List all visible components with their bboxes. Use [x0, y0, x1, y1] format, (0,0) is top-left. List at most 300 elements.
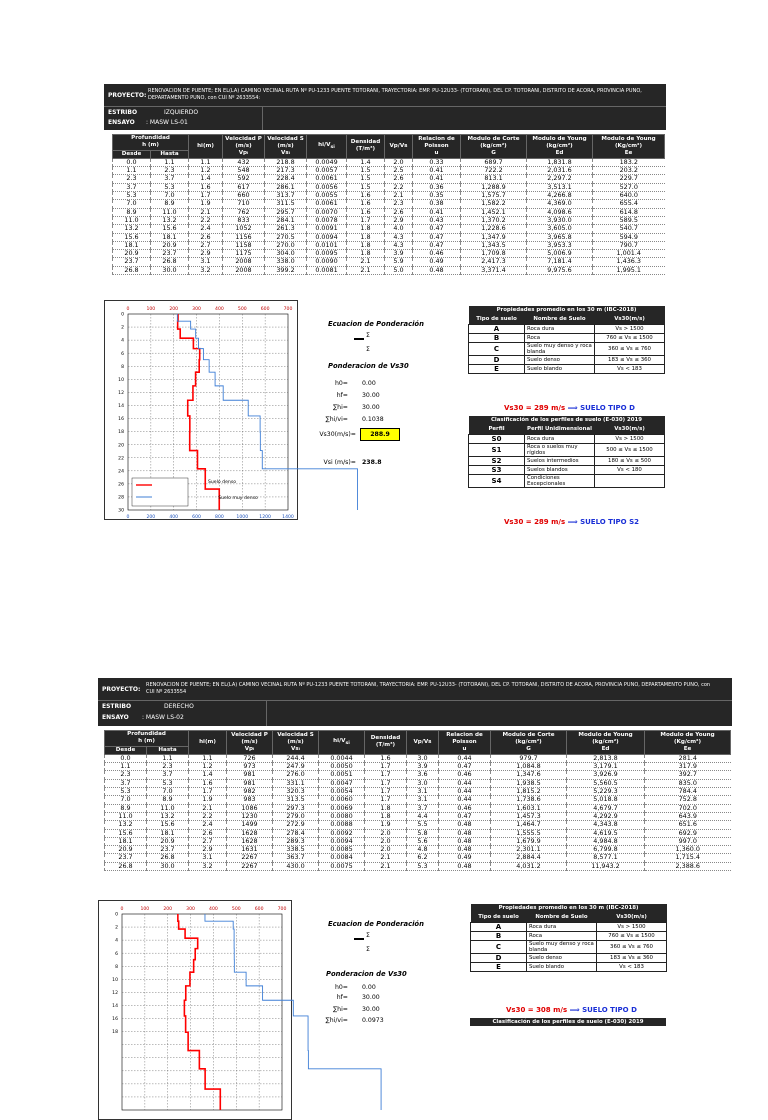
table-cell: 0.0075: [319, 862, 365, 870]
table-row: [113, 241, 665, 249]
table-cell: 2.7: [189, 241, 223, 249]
header-ls02: [98, 678, 732, 726]
table-cell: 762: [223, 208, 265, 216]
y-tick-label: 6: [115, 951, 118, 957]
top-tick-label: 700: [283, 307, 293, 312]
table-cell: 5.3: [105, 788, 147, 796]
ibc-row: [471, 941, 667, 954]
proyecto-label: PROYECTO:: [108, 92, 147, 99]
table-cell: 0.48: [439, 862, 491, 870]
table-cell: 0.48: [413, 266, 461, 274]
estribo-label: ESTRIBO: [108, 109, 138, 116]
table-cell: 8.9: [113, 208, 151, 216]
table-cell: 2.0: [365, 846, 407, 854]
table-cell: 20.9: [147, 837, 189, 845]
table-cell: 1.8: [347, 241, 385, 249]
table-cell: 3.7: [407, 804, 439, 812]
table-cell: 0.0057: [307, 167, 347, 175]
y-tick-label: 28: [118, 495, 124, 501]
table-cell: 1.6: [365, 754, 407, 762]
table-cell: 2267: [227, 854, 273, 862]
ibc-row: [469, 325, 665, 334]
table-cell: 0.0: [113, 158, 151, 166]
bottom-tick-label: 800: [215, 515, 224, 520]
table-cell: 4.3: [385, 241, 413, 249]
table-cell: 11.0: [147, 804, 189, 812]
ibc-h2: Nombre de Suelo: [527, 913, 597, 923]
table-cell: 244.4: [273, 754, 319, 762]
table-cell: 1,938.5: [491, 779, 567, 787]
table-cell: 4,369.0: [527, 200, 593, 208]
table-cell: 2,297.2: [527, 175, 593, 183]
table-cell: 1.9: [189, 796, 227, 804]
table-cell: 4,984.8: [567, 837, 645, 845]
table-cell: 4,619.5: [567, 829, 645, 837]
table-cell: 4,292.9: [567, 812, 645, 820]
table-cell: 0.0092: [319, 829, 365, 837]
table-cell: 0.0085: [319, 846, 365, 854]
table-cell: 1052: [223, 225, 265, 233]
table-row: [113, 233, 665, 241]
table-cell: 1.5: [347, 167, 385, 175]
table-cell: 203.2: [593, 167, 665, 175]
table-cell: 2.9: [189, 250, 223, 258]
ibc-cell: Vs > 1500: [597, 923, 667, 932]
table-cell: 20.9: [113, 250, 151, 258]
velocity-chart-ls01: [104, 300, 298, 520]
table-cell: 722.2: [461, 167, 527, 175]
col-vpvs: Vp/Vs: [385, 135, 413, 159]
e030-cell: Vs < 180: [595, 466, 665, 475]
col-vp: Velocidad P (m/s) Vpᵢ: [223, 135, 265, 159]
table-cell: 1,679.9: [491, 837, 567, 845]
table-cell: 2,884.4: [491, 854, 567, 862]
table-cell: 4.3: [385, 233, 413, 241]
col-corte: Modulo de Corte (kg/cm²) G: [491, 731, 567, 755]
table-cell: 833: [223, 216, 265, 224]
ibc-cell: E: [469, 365, 525, 374]
ibc-cell: 183 ≤ Vs ≤ 360: [597, 954, 667, 963]
ensayo-value: : MASW LS-01: [146, 119, 188, 126]
table-cell: 0.0069: [319, 804, 365, 812]
table-cell: 338.0: [265, 258, 307, 266]
table-cell: 4.4: [407, 812, 439, 820]
table-cell: 0.44: [439, 796, 491, 804]
ibc-row: [469, 365, 665, 374]
table-cell: 3.2: [189, 862, 227, 870]
sum-hi-label: ∑hi=: [333, 1006, 348, 1013]
table-cell: 7.0: [105, 796, 147, 804]
table-cell: 784.4: [645, 788, 731, 796]
table-cell: 2.0: [365, 837, 407, 845]
table-cell: 2.1: [189, 208, 223, 216]
arrow-right-icon: ⟹: [567, 404, 581, 412]
sigma-numerator: Σ: [366, 332, 370, 339]
ibc-cell: Roca dura: [525, 325, 595, 334]
table-cell: 589.5: [593, 216, 665, 224]
table-row: [113, 192, 665, 200]
col-vp: Velocidad P (m/s) Vpᵢ: [227, 731, 273, 755]
estribo-value: DERECHO: [164, 703, 194, 710]
table-cell: 2,417.3: [461, 258, 527, 266]
table-cell: 0.46: [413, 250, 461, 258]
table-cell: 1.8: [347, 233, 385, 241]
y-tick-label: 12: [118, 391, 124, 396]
table-cell: 0.47: [413, 233, 461, 241]
velocity-chart-ls02: [98, 900, 292, 1036]
table-cell: 1628: [227, 829, 273, 837]
col-hivs: $hi/V_{si}$: [319, 731, 365, 755]
table-cell: 0.48: [439, 846, 491, 854]
table-cell: 13.2: [151, 216, 189, 224]
table-cell: 5.3: [407, 862, 439, 870]
table-cell: 1.1: [189, 754, 227, 762]
e030-cell: Condiciones Excepcionales: [525, 475, 595, 488]
table-cell: 1.2: [189, 167, 223, 175]
table-cell: 1,709.8: [461, 250, 527, 258]
table-cell: 5.9: [385, 258, 413, 266]
table-cell: 0.0095: [307, 250, 347, 258]
ibc-result-ls02: Vs30 = 308 m/s ⟹ SUELO TIPO D: [506, 1006, 637, 1014]
y-tick-label: 2: [115, 925, 118, 931]
ibc-cell: 360 ≤ Vs ≤ 760: [597, 941, 667, 954]
ibc-result-ls01: Vs30 = 289 m/s ⟹ SUELO TIPO D: [504, 404, 635, 412]
sum-hivi-value: 0.0973: [362, 1017, 384, 1024]
ibc-title: Propiedades promedio en los 30 m (IBC-2018): [469, 306, 665, 315]
top-tick-label: 600: [260, 307, 270, 312]
table-cell: 2.4: [189, 821, 227, 829]
table-cell: 7.0: [151, 192, 189, 200]
table-cell: 3.9: [385, 250, 413, 258]
sigma-denominator: Σ: [366, 346, 370, 353]
table-cell: 228.4: [265, 175, 307, 183]
table-cell: 2.3: [151, 167, 189, 175]
ibc-row: [471, 923, 667, 932]
table-cell: 6,799.8: [567, 846, 645, 854]
table-cell: 3.7: [105, 779, 147, 787]
table-cell: 835.0: [645, 779, 731, 787]
bottom-tick-label: 400: [169, 515, 179, 520]
table-cell: 13.2: [105, 821, 147, 829]
table-cell: 2.7: [189, 837, 227, 845]
table-cell: 4.0: [385, 225, 413, 233]
table-cell: 1,436.3: [593, 258, 665, 266]
table-cell: 3.1: [407, 788, 439, 796]
table-cell: 692.9: [645, 829, 731, 837]
e030-cell: Suelos blandos: [525, 466, 595, 475]
table-cell: 217.3: [265, 167, 307, 175]
table-cell: 0.0084: [319, 854, 365, 862]
table-row: [113, 200, 665, 208]
table-cell: 3,179.1: [567, 763, 645, 771]
y-tick-label: 6: [121, 351, 124, 357]
table-cell: 0.41: [413, 208, 461, 216]
table-cell: 4,679.7: [567, 804, 645, 812]
ibc-cell: 760 ≤ Vs ≤ 1500: [597, 932, 667, 941]
table-cell: 1.1: [105, 763, 147, 771]
col-corte: Modulo de Corte (kg/cm²) G: [461, 135, 527, 159]
col-poisson: Relacion de Poisson u: [439, 731, 491, 755]
col-hasta: Hasta: [151, 150, 189, 158]
ibc-cell: Suelo blando: [525, 365, 595, 374]
table-cell: 2.2: [189, 812, 227, 820]
table-row: [113, 158, 665, 166]
table-cell: 432: [223, 158, 265, 166]
top-tick-label: 100: [146, 307, 156, 312]
table-cell: 317.9: [645, 763, 731, 771]
table-cell: 2.4: [189, 225, 223, 233]
e030-row: [469, 435, 665, 444]
ibc-cell: D: [471, 954, 527, 963]
table-cell: 5.5: [407, 821, 439, 829]
estribo-value: IZQUIERDO: [164, 109, 199, 116]
table-cell: 0.47: [439, 812, 491, 820]
y-tick-label: 14: [118, 404, 124, 410]
table-cell: 3.9: [407, 763, 439, 771]
table-cell: 18.1: [113, 241, 151, 249]
col-densidad: Densidad (T/m³): [365, 731, 407, 755]
table-cell: 13.2: [113, 225, 151, 233]
h0-value: 0.00: [362, 984, 376, 991]
table-cell: 5.0: [385, 266, 413, 274]
e030-cell: Suelos intermedios: [525, 457, 595, 466]
table-cell: 2.0: [385, 158, 413, 166]
ibc-cell: B: [469, 334, 525, 343]
table-cell: 18.1: [105, 837, 147, 845]
table-cell: 1.7: [189, 192, 223, 200]
bottom-tick-label: 200: [146, 515, 156, 520]
table-cell: 2,388.6: [645, 862, 731, 870]
table-cell: 1.6: [347, 208, 385, 216]
table-cell: 30.0: [147, 862, 189, 870]
ibc-table-ls02: [470, 904, 667, 972]
table-cell: 1628: [227, 837, 273, 845]
ibc-cell: B: [471, 932, 527, 941]
ibc-cell: Vs < 183: [597, 963, 667, 972]
e030-cell: Roca o suelos muy rígidos: [525, 444, 595, 457]
y-tick-label: 14: [112, 1004, 118, 1010]
table-cell: 3.7: [147, 771, 189, 779]
table-cell: 278.4: [273, 829, 319, 837]
table-cell: 2.6: [385, 208, 413, 216]
table-cell: 0.33: [413, 158, 461, 166]
ibc-cell: Vs < 183: [595, 365, 665, 374]
estribo-label: ESTRIBO: [102, 703, 132, 710]
table-cell: 2.3: [385, 200, 413, 208]
top-tick-label: 400: [209, 907, 218, 912]
table-row: [113, 258, 665, 266]
table-cell: 0.36: [413, 183, 461, 191]
top-tick-label: 700: [277, 907, 287, 912]
ibc-cell: 183 ≤ Vs ≤ 360: [595, 356, 665, 365]
ibc-cell: A: [471, 923, 527, 932]
y-tick-label: 30: [118, 508, 124, 514]
top-tick-label: 500: [231, 907, 241, 912]
table-cell: 0.0: [105, 754, 147, 762]
e030-row: [469, 466, 665, 475]
table-cell: 2.6: [385, 175, 413, 183]
table-cell: 1,343.5: [461, 241, 527, 249]
table-cell: 0.47: [439, 763, 491, 771]
e030-row: [469, 475, 665, 488]
ibc-cell: Roca: [525, 334, 595, 343]
table-cell: 304.0: [265, 250, 307, 258]
table-row: [113, 216, 665, 224]
table-cell: 5,229.3: [567, 788, 645, 796]
table-cell: 1,815.2: [491, 788, 567, 796]
table-cell: 26.8: [105, 862, 147, 870]
table-cell: 3,930.0: [527, 216, 593, 224]
ibc-cell: A: [469, 325, 525, 334]
table-cell: 0.48: [439, 829, 491, 837]
table-cell: 2,031.6: [527, 167, 593, 175]
table-cell: 981: [227, 771, 273, 779]
y-tick-label: 10: [118, 377, 124, 383]
ibc-h1: Tipo de suelo: [469, 315, 525, 325]
col-densidad: Densidad (T/m³): [347, 135, 385, 159]
hf-value: 30.00: [362, 392, 380, 399]
table-cell: 8.9: [105, 804, 147, 812]
table-cell: 0.44: [439, 779, 491, 787]
table-cell: 983: [227, 796, 273, 804]
table-cell: 1156: [223, 233, 265, 241]
y-tick-label: 18: [118, 430, 124, 436]
table-row: [113, 266, 665, 274]
table-cell: 23.7: [151, 250, 189, 258]
vs30-label: Vs30(m/s)=: [319, 431, 356, 438]
table-cell: 0.0080: [319, 812, 365, 820]
sum-hi-value: 30.00: [362, 404, 380, 411]
ibc-cell: C: [469, 343, 525, 356]
table-cell: 1230: [227, 812, 273, 820]
table-cell: 2,813.8: [567, 754, 645, 762]
table-cell: 4,266.8: [527, 192, 593, 200]
table-cell: 229.7: [593, 175, 665, 183]
table-row: [105, 796, 731, 804]
sum-hivi-label: ∑hi/vi=: [325, 1017, 348, 1024]
table-cell: 1.8: [347, 225, 385, 233]
table-cell: 3,513.1: [527, 183, 593, 191]
table-cell: 3.7: [151, 175, 189, 183]
table-cell: 1499: [227, 821, 273, 829]
table-cell: 1.6: [347, 200, 385, 208]
table-cell: 11,943.2: [567, 862, 645, 870]
table-cell: 0.0060: [319, 796, 365, 804]
table-cell: 276.0: [273, 771, 319, 779]
col-young-ed: Modulo de Young (kg/cm²) Ed: [527, 135, 593, 159]
e030-cell: 500 ≤ Vs ≤ 1500: [595, 444, 665, 457]
table-cell: 1.4: [189, 175, 223, 183]
table-cell: 8.9: [151, 200, 189, 208]
table-cell: 1.7: [347, 216, 385, 224]
table-cell: 813.1: [461, 175, 527, 183]
table-cell: 1.5: [347, 183, 385, 191]
ponderacion-subtitle: Ponderacion de Vs30: [328, 362, 409, 370]
ibc-cell: E: [471, 963, 527, 972]
table-cell: 0.44: [439, 788, 491, 796]
table-cell: 0.38: [413, 200, 461, 208]
y-tick-label: 12: [112, 991, 118, 996]
table-cell: 313.7: [265, 192, 307, 200]
table-row: [113, 175, 665, 183]
sigma-denominator: Σ: [366, 946, 370, 953]
ibc-h2: Nombre de Suelo: [525, 315, 595, 325]
table-cell: 594.9: [593, 233, 665, 241]
table-cell: 0.0094: [307, 233, 347, 241]
table-cell: 1,084.8: [491, 763, 567, 771]
table-cell: 5.3: [151, 183, 189, 191]
table-cell: 3,926.9: [567, 771, 645, 779]
sum-hivi-label: ∑hi/vi=: [325, 416, 348, 423]
col-young-ed: Modulo de Young (kg/cm²) Ed: [567, 731, 645, 755]
table-cell: 1.9: [365, 821, 407, 829]
table-cell: 0.0088: [319, 821, 365, 829]
table-cell: 1,738.6: [491, 796, 567, 804]
table-cell: 1.1: [151, 158, 189, 166]
table-cell: 0.0061: [307, 175, 347, 183]
table-cell: 4,098.6: [527, 208, 593, 216]
table-cell: 1.2: [189, 763, 227, 771]
y-tick-label: 4: [121, 338, 124, 344]
col-profundidad: Profundidad h (m): [113, 135, 189, 151]
table-cell: 15.6: [147, 821, 189, 829]
e030-table-ls01: [468, 416, 665, 488]
table-cell: 30.0: [151, 266, 189, 274]
table-cell: 0.49: [413, 258, 461, 266]
col-desde: Desde: [113, 150, 151, 158]
col-hi: hi(m): [189, 135, 223, 159]
table-cell: 1,228.6: [461, 225, 527, 233]
table-cell: 218.8: [265, 158, 307, 166]
e030-h3: Vs30(m/s): [595, 425, 665, 435]
table-cell: 5.6: [407, 837, 439, 845]
table-cell: 2008: [223, 258, 265, 266]
table-cell: 1.8: [365, 804, 407, 812]
table-row: [113, 183, 665, 191]
table-cell: 4.8: [407, 846, 439, 854]
y-tick-label: 16: [118, 417, 124, 423]
table-cell: 331.1: [273, 779, 319, 787]
vs30-value-box: 288.9: [360, 428, 400, 441]
table-cell: 183.2: [593, 158, 665, 166]
e030-cell: S0: [469, 435, 525, 444]
y-tick-label: 26: [118, 482, 124, 488]
y-tick-label: 8: [121, 364, 124, 370]
top-tick-label: 300: [186, 907, 195, 912]
table-cell: 3.0: [407, 779, 439, 787]
table-cell: 1.8: [365, 812, 407, 820]
table-cell: 0.48: [439, 821, 491, 829]
table-cell: 1,715.4: [645, 854, 731, 862]
bottom-tick-label: 1000: [236, 515, 249, 520]
table-cell: 1,288.9: [461, 183, 527, 191]
table-cell: 430.0: [273, 862, 319, 870]
table-cell: 0.0090: [307, 258, 347, 266]
table-cell: 2.1: [365, 862, 407, 870]
col-desde: Desde: [105, 746, 147, 754]
table-cell: 1.7: [365, 779, 407, 787]
table-cell: 2.6: [189, 233, 223, 241]
table-cell: 1158: [223, 241, 265, 249]
table-cell: 18.1: [151, 233, 189, 241]
e030-title-ls02: Clasificación de los perfiles de suelo (E-030) 2019: [470, 1018, 666, 1026]
top-tick-label: 400: [215, 307, 224, 312]
table-cell: 0.48: [439, 837, 491, 845]
hf-value: 30.00: [362, 994, 380, 1001]
table-cell: 640.0: [593, 192, 665, 200]
y-tick-label: 18: [112, 1030, 118, 1036]
col-poisson: Relacion de Poisson u: [413, 135, 461, 159]
